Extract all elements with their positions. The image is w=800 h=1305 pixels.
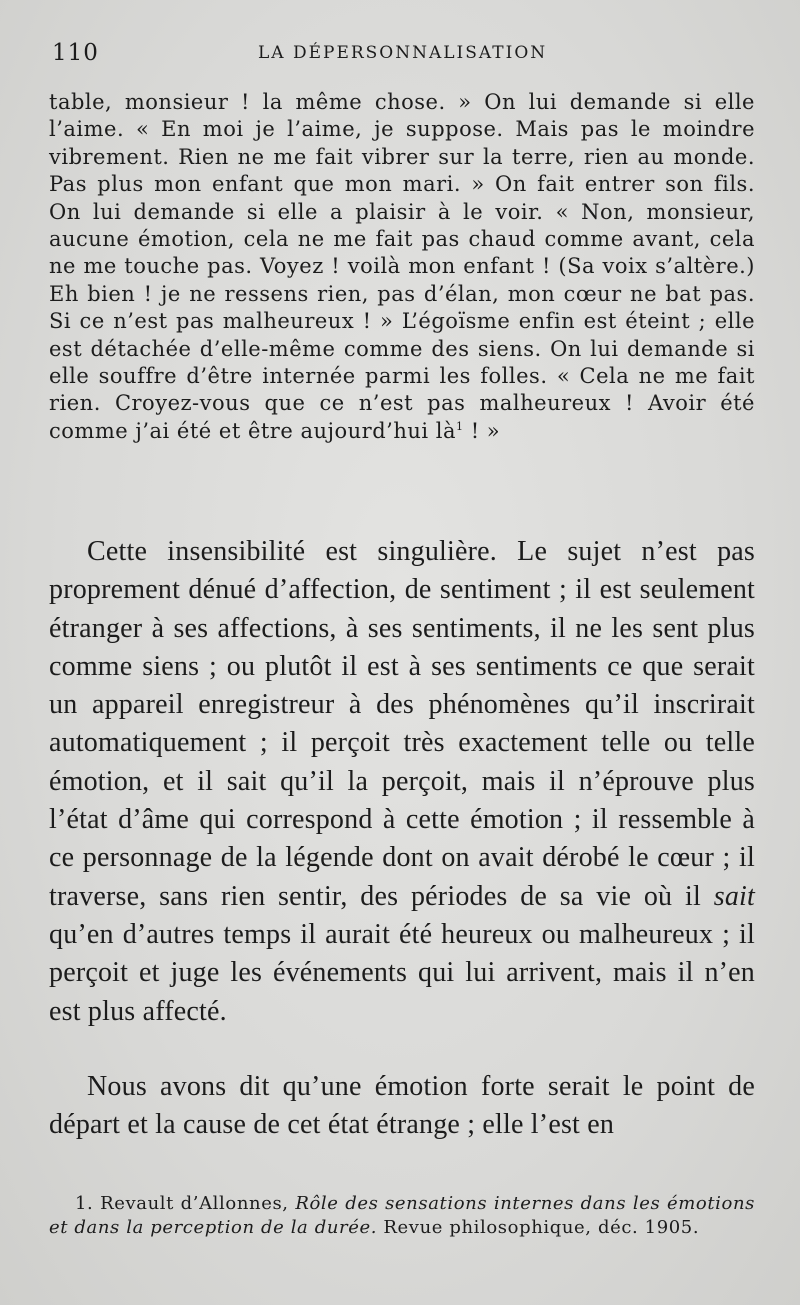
paragraph-1-text-start: Cette insensibilité est singulière. Le sujet n’est pas proprement dénué d’affection, de sentiment ; il est seulement étranger à ses affections, à ses sentiments, il ne les sent plus comme siens ; ou plutôt il est à ses sentiments ce que serait un appareil enregistreur à des phénomènes qu’il inscrirait automatiquement ; il perçoit très exactement telle ou telle émotion, et il sait qu’il la perçoit, mais il n’éprouve plus l’état d’âme qui correspond à cette émotion ; il ressemble à ce personnage de la légende dont on avait dérobé le cœur ; il traverse, sans rien sentir, des périodes de sa vie où il	[49, 536, 755, 912]
footnote-author: Revault d’Allonnes,	[100, 1193, 289, 1214]
quoted-testimony	[49, 89, 755, 445]
running-head	[52, 40, 748, 74]
body-paragraph-1	[49, 533, 755, 1031]
footnote	[49, 1192, 755, 1240]
body-paragraph-2: Nous avons dit qu’une émotion forte serait le point de départ et la cause de cet état étrange ; elle l’est en	[49, 1071, 755, 1141]
page-number: 110	[52, 40, 99, 66]
quoted-testimony-text: table, monsieur ! la même chose. » On lui demande si elle l’aime. « En moi je l’aime, je suppose. Mais pas le moindre vibrement. Rien ne me fait vibrer sur la terre, rien au monde. Pas plus mon enfant que mon mari. » On fait entrer son fils. On lui demande si elle a plaisir à le voir. « Non, monsieur, aucune émotion, cela ne me fait pas chaud comme avant, cela ne me touche pas. Voyez ! voilà mon enfant ! (Sa voix s’altère.) Eh bien ! je ne ressens rien, pas d’élan, mon cœur ne bat pas. Si ce n’est pas malheureux ! » L’égoïsme enfin est éteint ; elle est détachée d’elle-même comme des siens. On lui demande si elle souffre d’être internée parmi les folles. « Cela ne me fait rien. Croyez-vous que ce n’est pas malheureux ! Avoir été comme j’ai été et être aujourd’hui là	[49, 90, 755, 443]
footnote-title: Rôle des sensations internes dans les émotions et dans la perception de la durée.	[49, 1193, 755, 1238]
paragraph-1-emphasis: sait	[713, 880, 755, 912]
footnote-source: Revue philosophique, déc. 1905.	[383, 1217, 700, 1238]
footnote-number: 1.	[75, 1193, 94, 1214]
footnote-reference[interactable]: 1	[456, 419, 464, 433]
quoted-testimony-closing: ! »	[463, 418, 501, 443]
paragraph-1-text-end: qu’en d’autres temps il aurait été heureux ou malheureux ; il perçoit et juge les événements qui lui arrivent, mais il n’en est plus affecté.	[49, 918, 755, 1027]
running-title: LA DÉPERSONNALISATION	[258, 43, 548, 63]
